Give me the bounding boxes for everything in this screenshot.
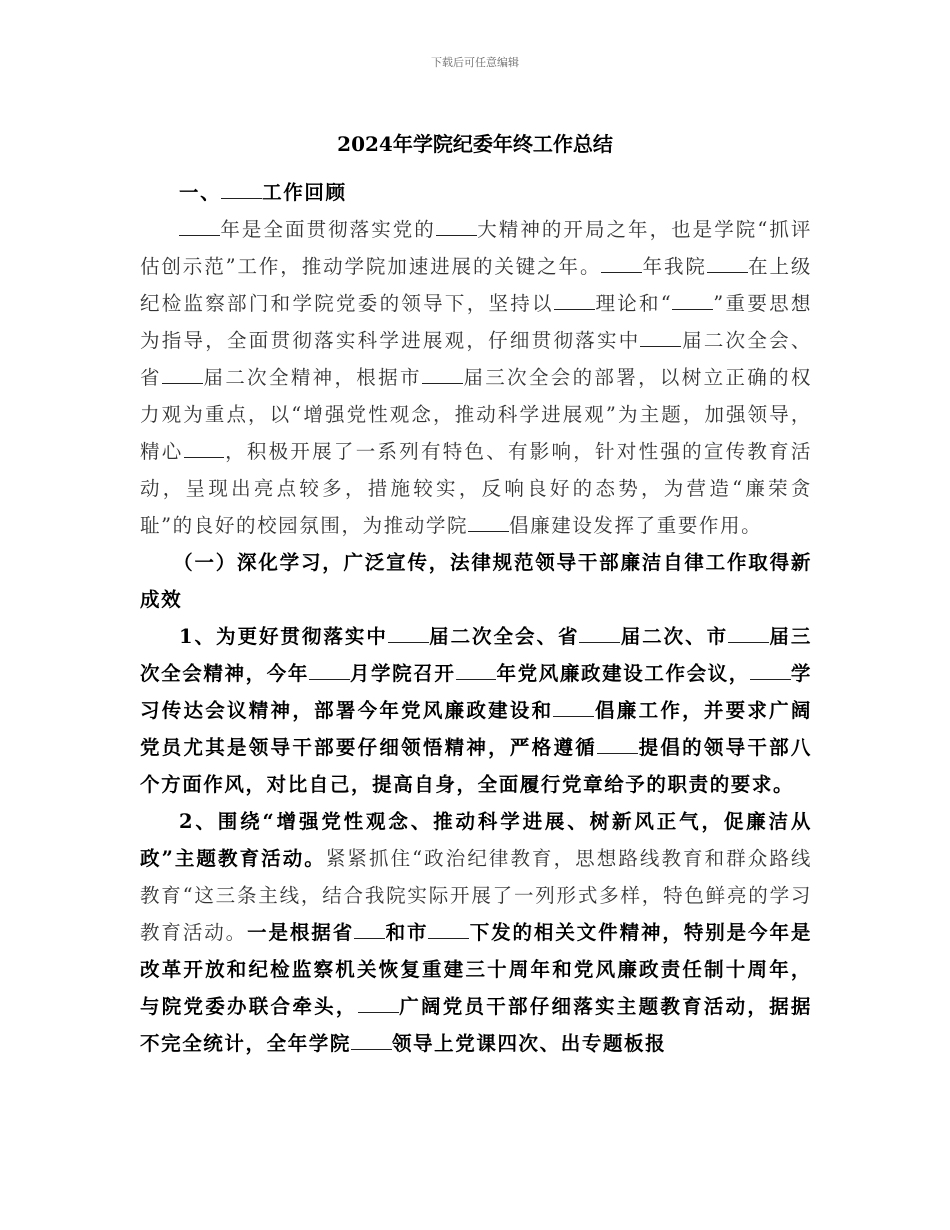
document-title: 2024年学院纪委年终工作总结 [337, 132, 613, 156]
blank-line [672, 291, 713, 310]
section-heading [140, 174, 812, 211]
section-heading-text: 工作回顾 [262, 181, 347, 204]
document-body [140, 174, 812, 1062]
blank-line [354, 920, 385, 939]
blank-line [553, 698, 594, 717]
subsection-heading: （一）深化学习，广泛宣传，法律规范领导干部廉洁自律工作取得新成效 [140, 551, 812, 611]
paragraph-item-1: 1、为更好贯彻落实中 届二次全会、省 届二次、市 届三次全会精神，今年 月学院召开 年党风廉政建设工作会议， 学习传达会议精神，部署今年党风廉政建设和 倡廉工作，并要求广阔党员尤其是领导干部要仔细领悟精神，严格遵循 提倡的领导干部八个方面作风，对比自己，提高自身，全面履行党章给予的职责的要求。 [140, 625, 812, 796]
blank-line [221, 180, 262, 199]
blank-line [422, 365, 463, 384]
blank-line [162, 365, 203, 384]
blank-line [456, 661, 497, 680]
blank-line [750, 661, 791, 680]
blank-line [707, 254, 748, 273]
blank-line [436, 217, 477, 236]
blank-line [184, 439, 225, 458]
blank-line [468, 513, 509, 532]
blank-line [351, 1031, 392, 1050]
blank-line [640, 328, 681, 347]
blank-line [601, 254, 642, 273]
section-number: 一、 [179, 181, 222, 204]
blank-line [428, 920, 469, 939]
blank-line [579, 624, 620, 643]
blank-line [309, 661, 350, 680]
header-note: 下载后可任意编辑 [431, 56, 519, 69]
blank-line [728, 624, 769, 643]
blank-line [597, 735, 638, 754]
blank-line [358, 994, 399, 1013]
blank-line [179, 217, 220, 236]
blank-line [388, 624, 429, 643]
paragraph-item-2: 2、围绕“增强党性观念、推动科学进展、树新风正气，促廉洁从政”主题教育活动。紧紧抓住“政治纪律教育，思想路线教育和群众路线教育“这三条主线，结合我院实际开展了一列形式多样，特色鲜亮的学习教育活动。一是根据省 和市 下发的相关文件精神，特别是今年是改革开放和纪检监察机关恢复重建三十周年和党风廉政责任制十周年，与院党委办联合牵头， 广阔党员干部仔细落实主题教育活动，据据不完全统计，全年学院 领导上党课四次、出专题板报 [140, 810, 812, 1055]
blank-line [554, 291, 595, 310]
paragraph-review: 年是全面贯彻落实党的 大精神的开局之年，也是学院“抓评估创示范”工作，推动学院加速进展的关键之年。 年我院 在上级纪检监察部门和学院党委的领导下，坚持以 理论和“ ”重要思想为指导，全面贯彻落实科学进展观，仔细贯彻落实中 届二次全会、省 届二次全精神，根据市 届三次全会的部署，以树立正确的权力观为重点，以“增强党性观念，推动科学进展观”为主题，加强领导，精心 ，积极开展了一系列有特色、有影响，针对性强的宣传教育活动，呈现出亮点较多，措施较实，反响良好的态势，为营造“廉荣贪耻”的良好的校园氛围，为推动学院 倡廉建设发挥了重要作用。 [140, 218, 813, 537]
